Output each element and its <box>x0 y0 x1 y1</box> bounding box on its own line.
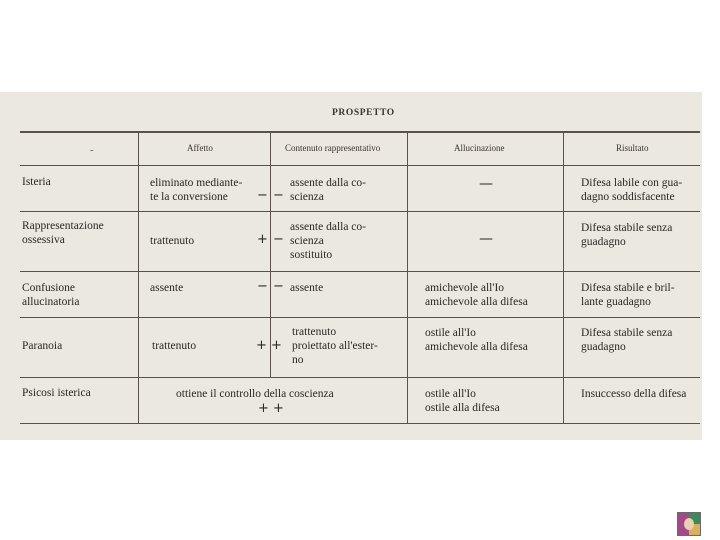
contenuto-isteria: assente dalla co- scienza <box>290 177 366 203</box>
rule-row-3 <box>20 317 700 318</box>
rule-bottom <box>20 423 700 424</box>
contenuto-paranoia: trattenuto proiettato all'ester- no <box>292 326 378 366</box>
header-allucinazione: Allucinazione <box>454 143 505 153</box>
row-name-confusione-allucinatoria: Confusione allucinatoria <box>22 282 80 308</box>
risultato-confusione-allucinatoria: Difesa stabile e bril- lante guadagno <box>581 282 675 308</box>
row-name-isteria: Isteria <box>22 176 51 188</box>
affetto-sign-confusione-allucinatoria: − <box>257 279 268 294</box>
rule-top <box>20 131 700 133</box>
affetto-paranoia: trattenuto <box>152 340 197 352</box>
risultato-rappresentazione-ossessiva: Difesa stabile senza guadagno <box>581 222 673 248</box>
allucinazione-isteria: — <box>479 176 493 192</box>
contenuto-sign-confusione-allucinatoria: − <box>273 279 284 294</box>
row-name-rappresentazione-ossessiva: Rappresentazione ossessiva <box>22 220 104 246</box>
header-affetto: Affetto <box>187 143 213 153</box>
header-contenuto: Contenuto rappresentativo <box>285 143 381 153</box>
col-rule-4 <box>563 131 564 423</box>
affetto-rappresentazione-ossessiva: trattenuto <box>150 235 195 247</box>
affetto-sign-isteria: − <box>257 188 268 203</box>
allucinazione-paranoia: ostile all'Io amichevole alla difesa <box>425 327 528 353</box>
row-name-psicosi-isterica: Psicosi isterica <box>22 387 91 399</box>
header-risultato: Risultato <box>616 143 649 153</box>
merged-signs-psicosi-isterica: + + <box>258 401 284 416</box>
row-name-paranoia: Paranoia <box>22 340 63 352</box>
col-rule-3 <box>407 131 408 423</box>
contenuto-rappresentazione-ossessiva: assente dalla co- scienza sostituito <box>290 221 366 261</box>
risultato-paranoia: Difesa stabile senza guadagno <box>581 327 673 353</box>
allucinazione-rappresentazione-ossessiva: — <box>479 231 493 247</box>
allucinazione-confusione-allucinatoria: amichevole all'Io amichevole alla difesa <box>425 282 528 308</box>
contenuto-confusione-allucinatoria: assente <box>290 282 324 294</box>
risultato-isteria: Difesa labile con gua- dagno soddisfacente <box>581 177 683 203</box>
allucinazione-psicosi-isterica: ostile all'Io ostile alla difesa <box>425 388 500 414</box>
rule-row-4 <box>20 377 700 378</box>
merged-affetto-contenuto-psicosi-isterica: ottiene il controllo della coscienza <box>176 388 334 400</box>
contenuto-sign-isteria: − <box>273 188 284 203</box>
table-caption: PROSPETTO <box>332 108 395 118</box>
affetto-sign-paranoia: + <box>256 338 267 353</box>
rule-header <box>20 165 700 166</box>
affetto-confusione-allucinatoria: assente <box>150 282 184 294</box>
rule-row-1 <box>20 211 700 212</box>
contenuto-sign-rappresentazione-ossessiva: − <box>273 232 284 247</box>
col-rule-1 <box>138 131 139 423</box>
rule-row-2 <box>20 271 700 272</box>
risultato-psicosi-isterica: Insuccesso della difesa <box>581 388 687 400</box>
corner-mark: - <box>90 144 94 156</box>
affetto-sign-rappresentazione-ossessiva: + <box>257 232 268 247</box>
presentation-logo <box>677 512 701 536</box>
affetto-isteria: eliminato mediante- te la conversione <box>150 177 243 203</box>
contenuto-sign-paranoia: + <box>271 338 282 353</box>
